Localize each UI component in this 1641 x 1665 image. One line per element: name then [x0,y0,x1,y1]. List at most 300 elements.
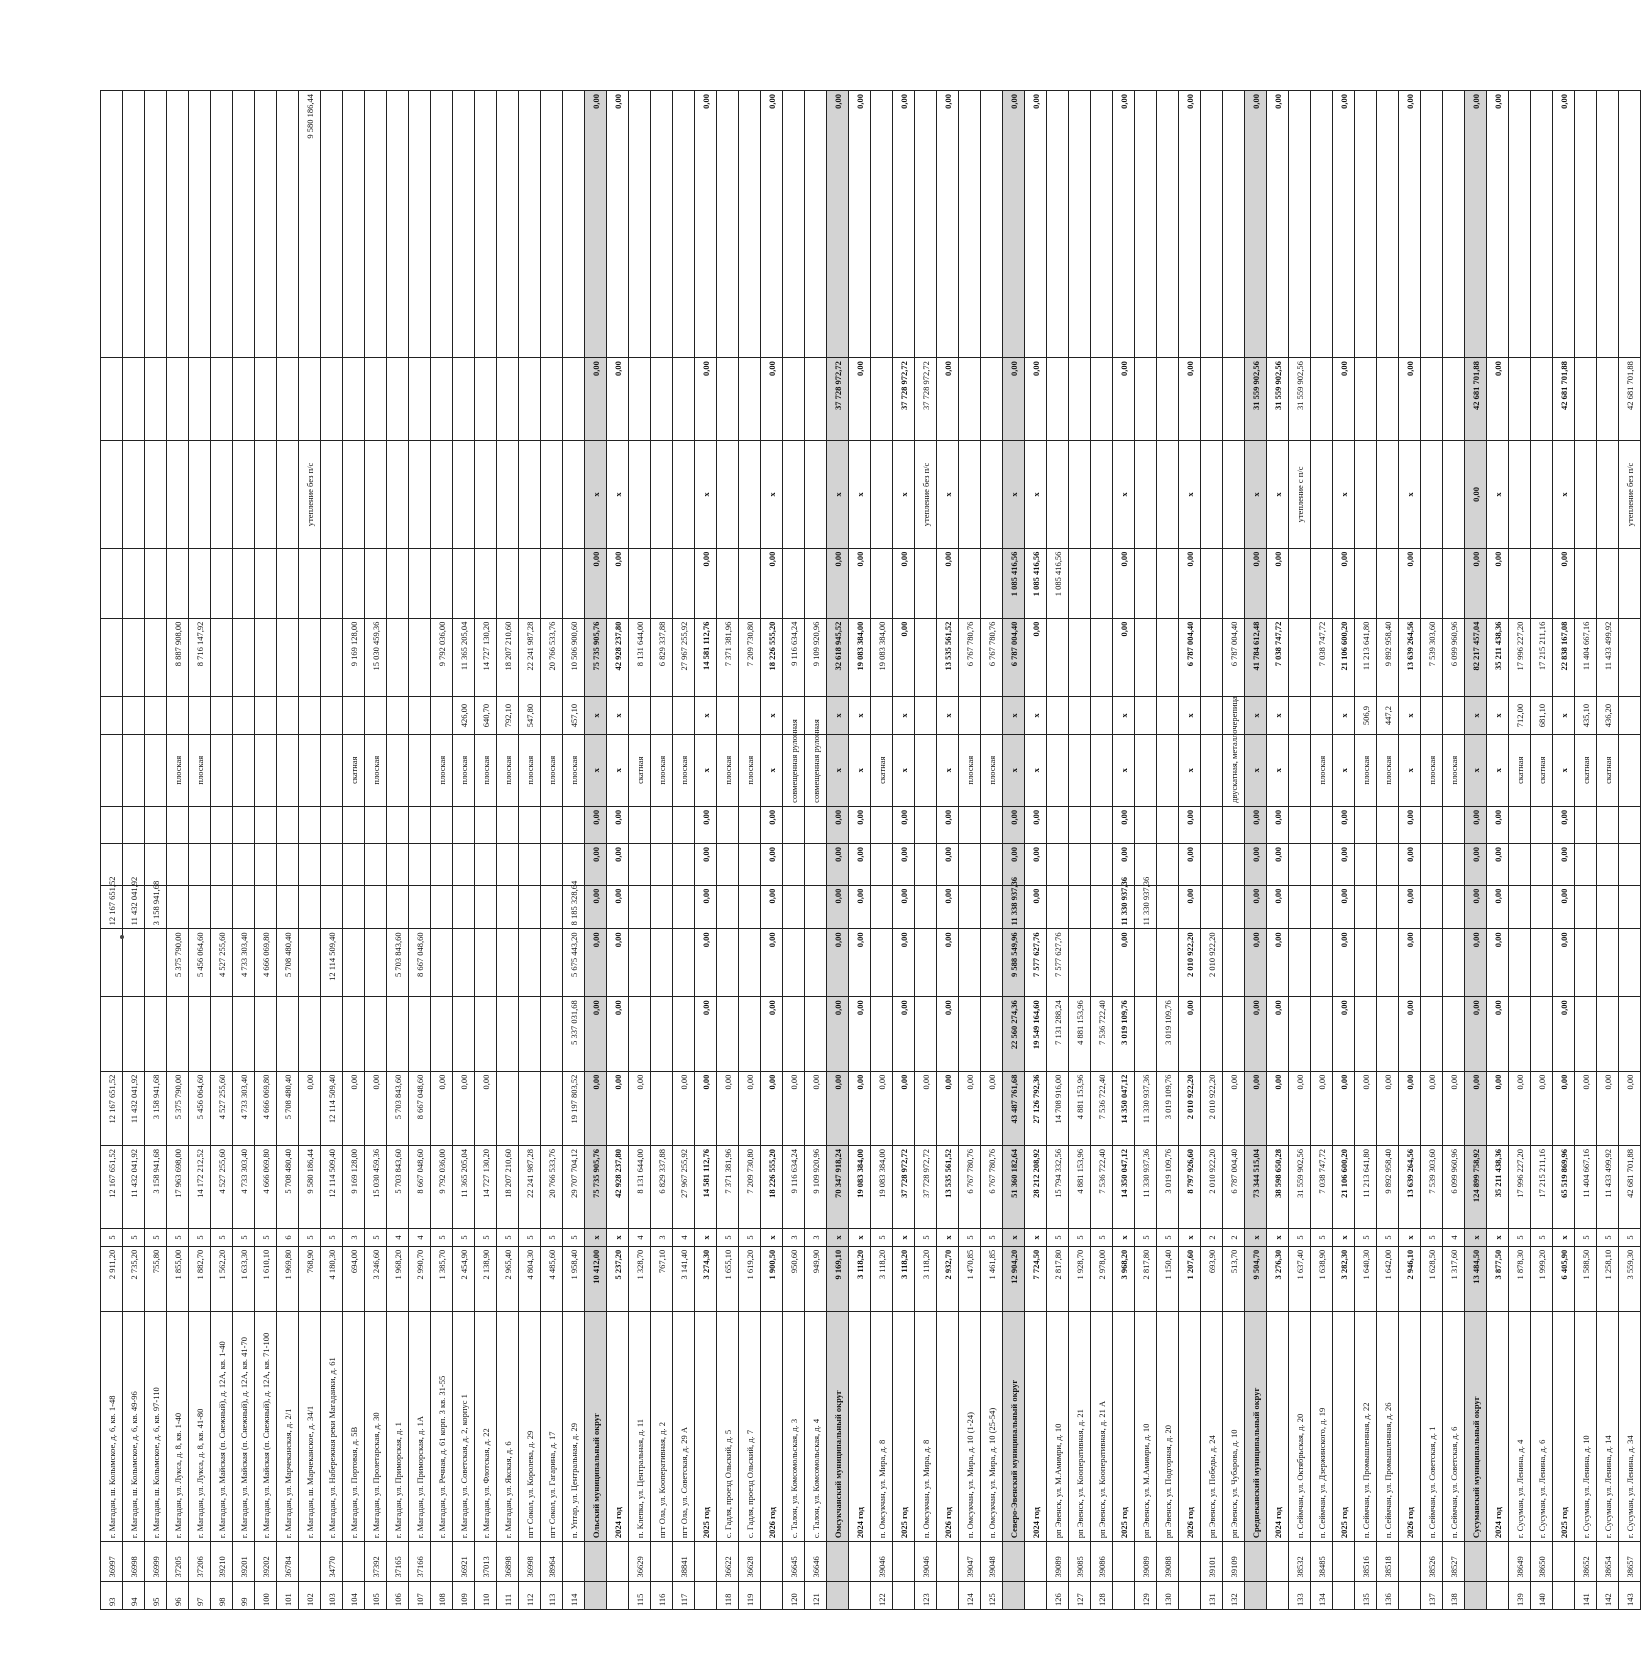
cell-sum: 15 794 332,56 [1047,1146,1069,1229]
cell-w3 [519,929,541,997]
cell-sum: 5 708 480,40 [277,1146,299,1229]
cell-w4: 0,00 [1465,885,1487,929]
cell-e1: 0,00 [761,548,783,618]
cell-no: 122 [871,1581,893,1609]
cell-id: 36646 [805,1542,827,1581]
cell-e3: 0,00 [1487,358,1509,441]
cell-e3: 0,00 [937,358,959,441]
cell-w2 [145,997,167,1071]
cell-rv [1201,697,1223,734]
cell-fl: 2 [1223,1229,1245,1247]
cell-rv: х [585,697,607,734]
cell-id: 38657 [1619,1542,1641,1581]
cell-w1: 0,00 [1531,1071,1553,1145]
cell-w6 [717,806,739,843]
cell-rs: 7 038 747,72 [1267,618,1289,697]
cell-rv [189,697,211,734]
cell-e2 [387,441,409,548]
cell-rs [409,618,431,697]
cell-fl: 5 [211,1229,233,1247]
cell-e2: х [893,441,915,548]
cell-id: 38485 [1311,1542,1333,1581]
cell-rv: 435,10 [1575,697,1597,734]
cell-no: 114 [563,1581,585,1609]
cell-e1 [1619,548,1641,618]
cell-fl: х [1025,1229,1047,1247]
cell-id [563,1542,585,1581]
cell-rs [211,618,233,697]
cell-w4 [1157,885,1179,929]
cell-fl: 5 [871,1229,893,1247]
cell-addr: Среднеканский муниципальный округ [1245,1312,1267,1542]
cell-w6 [365,806,387,843]
cell-rs: 22 241 987,28 [519,618,541,697]
cell-e1 [1443,548,1465,618]
cell-ex: 0,00 [893,91,915,358]
cell-fl: х [1487,1229,1509,1247]
cell-e3: 0,00 [585,358,607,441]
table-row [145,91,167,1610]
cell-id: 39202 [255,1542,277,1581]
cell-sum: 4 527 255,60 [211,1146,233,1229]
cell-addr: п. Сеймчан, ул. Промышленная, д. 22 [1355,1312,1377,1542]
cell-w3: 0,00 [893,929,915,997]
cell-addr: пгт Ола, ул. Кооперативная, д. 2 [651,1312,673,1542]
cell-rs: 11 213 641,80 [1355,618,1377,697]
cell-fl: х [1003,1229,1025,1247]
cell-e2 [255,441,277,548]
cell-w4: 0,00 [607,885,629,929]
cell-fl: 5 [1619,1229,1641,1247]
year-subtotal-row [849,91,871,1610]
cell-w1: 0,00 [1575,1071,1597,1145]
cell-e2 [1355,441,1377,548]
cell-w6 [255,806,277,843]
cell-rt: х [695,734,717,806]
table-row [475,91,497,1610]
cell-w6: 0,00 [893,806,915,843]
cell-rt [1069,734,1091,806]
cell-addr: рп Эвенск, ул. Кооперативная, д. 21 А [1091,1312,1113,1542]
cell-w4: 0,00 [1267,885,1289,929]
table-row [915,91,937,1610]
cell-w1: 0,00 [343,1071,365,1145]
cell-no [1003,1581,1025,1609]
cell-w5 [783,844,805,886]
cell-w4 [783,885,805,929]
cell-e2 [189,441,211,548]
cell-sum: 65 519 869,96 [1553,1146,1575,1229]
cell-fl: х [1179,1229,1201,1247]
cell-rt [277,734,299,806]
cell-w1: 11 432 041,92 [123,1071,145,1145]
cell-area: 1 969,80 [277,1246,299,1312]
cell-fl: 5 [563,1229,585,1247]
cell-e2 [541,441,563,548]
cell-e2: х [761,441,783,548]
rotated-register [100,90,1635,1610]
cell-no: 96 [167,1581,189,1609]
cell-fl: 5 [541,1229,563,1247]
cell-rt [321,734,343,806]
cell-sum: 18 226 555,20 [761,1146,783,1229]
cell-w6 [497,806,519,843]
cell-sum: 124 899 758,92 [1465,1146,1487,1229]
cell-sum: 73 344 515,04 [1245,1146,1267,1229]
cell-e3: 31 559 902,56 [1289,358,1311,441]
cell-w3 [673,929,695,997]
cell-w5 [1047,844,1069,886]
cell-sum: 3 158 941,68 [145,1146,167,1229]
cell-w1: 7 536 722,40 [1091,1071,1113,1145]
cell-sum: 7 209 730,80 [739,1146,761,1229]
cell-e3 [1597,358,1619,441]
cell-w5: 0,00 [1399,844,1421,886]
cell-w2 [255,997,277,1071]
cell-area: 2 735,20 [123,1246,145,1312]
year-subtotal-row [761,91,783,1610]
cell-e3: 0,00 [761,358,783,441]
cell-addr: рп Эвенск, ул. Чубарова, д. 10 [1223,1312,1245,1542]
cell-area: 4 180,30 [321,1246,343,1312]
cell-rt: плоская [431,734,453,806]
cell-e2 [739,441,761,548]
table-row [1157,91,1179,1610]
cell-addr: 2026 год [761,1312,783,1542]
cell-w2: 0,00 [827,997,849,1071]
cell-w1: 0,00 [1267,1071,1289,1145]
cell-ex [651,91,673,358]
cell-rv: х [761,697,783,734]
cell-addr: 2024 год [607,1312,629,1542]
cell-w1: 0,00 [629,1071,651,1145]
cell-fl: х [937,1229,959,1247]
cell-ex [981,91,1003,358]
table-row [629,91,651,1610]
cell-w4 [189,885,211,929]
cell-w1: 0,00 [871,1071,893,1145]
cell-fl: х [1465,1229,1487,1247]
cell-area: 6 405,90 [1553,1246,1575,1312]
table-row [1355,91,1377,1610]
cell-rt: плоская [365,734,387,806]
cell-rt: х [1179,734,1201,806]
cell-w1: 0,00 [1223,1071,1245,1145]
cell-rs [101,618,123,697]
cell-w5: 0,00 [1179,844,1201,886]
cell-w6 [1597,806,1619,843]
cell-w5: 0,00 [1245,844,1267,886]
cell-w2 [871,997,893,1071]
cell-w2: 0,00 [1465,997,1487,1071]
cell-rs: 0,00 [893,618,915,697]
cell-e2: х [585,441,607,548]
cell-e1 [959,548,981,618]
cell-id: 36622 [717,1542,739,1581]
cell-w2 [1201,997,1223,1071]
cell-w5 [1619,844,1641,886]
cell-e3 [651,358,673,441]
cell-addr: г. Магадан, ул. Приморская, д. 1А [409,1312,431,1542]
cell-id: 39046 [871,1542,893,1581]
cell-area: 1 999,20 [1531,1246,1553,1312]
cell-addr: п. Уптар, ул. Центральная, д. 29 [563,1312,585,1542]
scanned-page [100,90,1635,1610]
cell-rt: совмещенная рулонная [805,734,827,806]
cell-addr: 2025 год [695,1312,717,1542]
table-row [387,91,409,1610]
table-row [1531,91,1553,1610]
cell-w3: 5 456 064,60 [189,929,211,997]
cell-addr: 2026 год [1179,1312,1201,1542]
cell-w1: 0,00 [915,1071,937,1145]
cell-fl: 5 [1377,1229,1399,1247]
cell-addr: г. Магадан, ш. Марчеканское, д. 34/1 [299,1312,321,1542]
cell-w2 [189,997,211,1071]
cell-fl: 5 [1355,1229,1377,1247]
cell-e1: 0,00 [827,548,849,618]
cell-ex [629,91,651,358]
cell-w4 [365,885,387,929]
cell-rt: скатная [1509,734,1531,806]
cell-e3 [563,358,585,441]
cell-rv: х [849,697,871,734]
cell-e2 [431,441,453,548]
cell-id: 36921 [453,1542,475,1581]
cell-no: 142 [1597,1581,1619,1609]
cell-w5: 0,00 [827,844,849,886]
cell-rt: плоская [651,734,673,806]
cell-addr: с. Талон, ул. Комсомольская, д. 3 [783,1312,805,1542]
cell-w1: 0,00 [1377,1071,1399,1145]
cell-rv: 681,10 [1531,697,1553,734]
cell-w5 [453,844,475,886]
cell-rs: 9 892 958,40 [1377,618,1399,697]
district-total-row [1245,91,1267,1610]
cell-area: 3 118,20 [915,1246,937,1312]
cell-w5 [1091,844,1113,886]
cell-area: 2 946,10 [1399,1246,1421,1312]
cell-e1 [123,548,145,618]
cell-rv [717,697,739,734]
cell-rv: х [1113,697,1135,734]
cell-w1: 0,00 [1553,1071,1575,1145]
cell-e1 [739,548,761,618]
cell-rt: совмещенная рулонная [783,734,805,806]
cell-ex: 9 580 186,44 [299,91,321,358]
cell-w6 [1135,806,1157,843]
cell-no [761,1581,783,1609]
cell-w2: 0,00 [761,997,783,1071]
cell-ex [343,91,365,358]
cell-w6: 0,00 [1003,806,1025,843]
cell-sum: 42 928 237,80 [607,1146,629,1229]
cell-w4 [453,885,475,929]
cell-w2 [981,997,1003,1071]
cell-rv [211,697,233,734]
cell-w2 [629,997,651,1071]
cell-fl: 4 [387,1229,409,1247]
cell-e1 [233,548,255,618]
cell-w1: 0,00 [959,1071,981,1145]
cell-w2: 7 536 722,40 [1091,997,1113,1071]
cell-addr: г. Магадан, ул. Советская, д. 2, корпус 1 [453,1312,475,1542]
cell-w4: 0,00 [1025,885,1047,929]
cell-ex [365,91,387,358]
cell-w1: 4 527 255,60 [211,1071,233,1145]
cell-addr: п. Сеймчан, ул. Дзержинского, д. 19 [1311,1312,1333,1542]
cell-id: 37206 [189,1542,211,1581]
cell-id: 36628 [739,1542,761,1581]
cell-addr: 2025 год [1113,1312,1135,1542]
cell-ex [805,91,827,358]
cell-no: 135 [1355,1581,1377,1609]
cell-w5 [365,844,387,886]
cell-w4: 0,00 [827,885,849,929]
cell-rs: 8 131 644,00 [629,618,651,697]
cell-id [431,1542,453,1581]
cell-rs: 17 215 211,16 [1531,618,1553,697]
cell-e1 [519,548,541,618]
cell-w6: 0,00 [1179,806,1201,843]
cell-w5 [145,844,167,886]
cell-rt [409,734,431,806]
cell-rt: скатная [629,734,651,806]
cell-e2 [365,441,387,548]
cell-w3: 0,00 [1399,929,1421,997]
cell-w2 [805,997,827,1071]
cell-fl: 5 [1157,1229,1179,1247]
cell-ex: 0,00 [695,91,717,358]
cell-ex [871,91,893,358]
cell-no: 138 [1443,1581,1465,1609]
cell-w3: 0,00 [1267,929,1289,997]
cell-area: 4 804,30 [519,1246,541,1312]
cell-w2: 22 560 274,36 [1003,997,1025,1071]
cell-e3: 42 681 701,88 [1619,358,1641,441]
cell-e3 [1069,358,1091,441]
cell-rs [1619,618,1641,697]
cell-w3: 2 010 922,20 [1179,929,1201,997]
cell-w2 [101,997,123,1071]
cell-id [651,1542,673,1581]
cell-ex: 0,00 [1487,91,1509,358]
cell-rv: х [1399,697,1421,734]
cell-addr: г. Магадан, ул. Майская (п. Снежный), д. 12А, кв. 71-100 [255,1312,277,1542]
cell-e1 [651,548,673,618]
cell-fl: 5 [299,1229,321,1247]
cell-ex [409,91,431,358]
cell-area: 1 958,40 [563,1246,585,1312]
cell-w6 [739,806,761,843]
cell-w6: 0,00 [1245,806,1267,843]
cell-w1: 0,00 [365,1071,387,1145]
cell-w6 [167,806,189,843]
table-row [343,91,365,1610]
cell-sum: 2 010 922,20 [1201,1146,1223,1229]
cell-w6 [387,806,409,843]
cell-w5: 0,00 [1553,844,1575,886]
cell-sum: 9 116 634,24 [783,1146,805,1229]
cell-rs [255,618,277,697]
cell-w3 [365,929,387,997]
cell-e1: 1 085 416,56 [1025,548,1047,618]
cell-rv [629,697,651,734]
cell-w1: 5 708 480,40 [277,1071,299,1145]
cell-addr: рп Эвенск, ул. Кооперативная, д. 21 [1069,1312,1091,1542]
cell-w6 [1289,806,1311,843]
cell-w5 [299,844,321,886]
cell-rt: х [1487,734,1509,806]
cell-e2: х [1267,441,1289,548]
cell-w2 [519,997,541,1071]
cell-fl: 5 [959,1229,981,1247]
cell-w6: 0,00 [1465,806,1487,843]
table-row [541,91,563,1610]
cell-sum: 14 727 130,20 [475,1146,497,1229]
table-row [1201,91,1223,1610]
cell-addr: г. Сусуман, ул. Ленина, д. 6 [1531,1312,1553,1542]
cell-w2: 0,00 [1267,997,1289,1071]
cell-sum: 19 083 384,00 [849,1146,871,1229]
cell-ex [233,91,255,358]
cell-w5 [629,844,651,886]
table-row [717,91,739,1610]
cell-rv: х [1267,697,1289,734]
cell-e1 [981,548,1003,618]
cell-e2: х [1179,441,1201,548]
cell-ex: 0,00 [1333,91,1355,358]
cell-e2: х [1487,441,1509,548]
cell-rv: 447,2 [1377,697,1399,734]
cell-w4 [233,885,255,929]
cell-id: 39089 [1135,1542,1157,1581]
cell-w5 [1421,844,1443,886]
cell-w2 [453,997,475,1071]
cell-rt: плоская [959,734,981,806]
cell-e3: 37 728 972,72 [893,358,915,441]
cell-e2 [497,441,519,548]
cell-w3: 0,00 [1553,929,1575,997]
cell-rv [1421,697,1443,734]
cell-w4 [651,885,673,929]
cell-w4 [629,885,651,929]
cell-w6 [211,806,233,843]
cell-fl: 4 [1443,1229,1465,1247]
cell-rt: плоская [167,734,189,806]
cell-w3: 5 375 790,00 [167,929,189,997]
cell-addr: с. Талон, ул. Комсомольская, д. 4 [805,1312,827,1542]
cell-e1 [409,548,431,618]
cell-w2 [1597,997,1619,1071]
district-total-row [1003,91,1025,1610]
cell-w6 [475,806,497,843]
cell-ex: 0,00 [937,91,959,358]
cell-w4 [1311,885,1333,929]
cell-no: 104 [343,1581,365,1609]
cell-ex [1069,91,1091,358]
cell-w2 [1289,997,1311,1071]
cell-e3 [519,358,541,441]
cell-id [849,1542,871,1581]
cell-id: 37166 [409,1542,431,1581]
cell-w4 [167,885,189,929]
cell-w5 [387,844,409,886]
cell-addr: г. Магадан, ул. Портовая, д. 5В [343,1312,365,1542]
cell-no: 94 [123,1581,145,1609]
cell-ex [1311,91,1333,358]
cell-w5 [1289,844,1311,886]
